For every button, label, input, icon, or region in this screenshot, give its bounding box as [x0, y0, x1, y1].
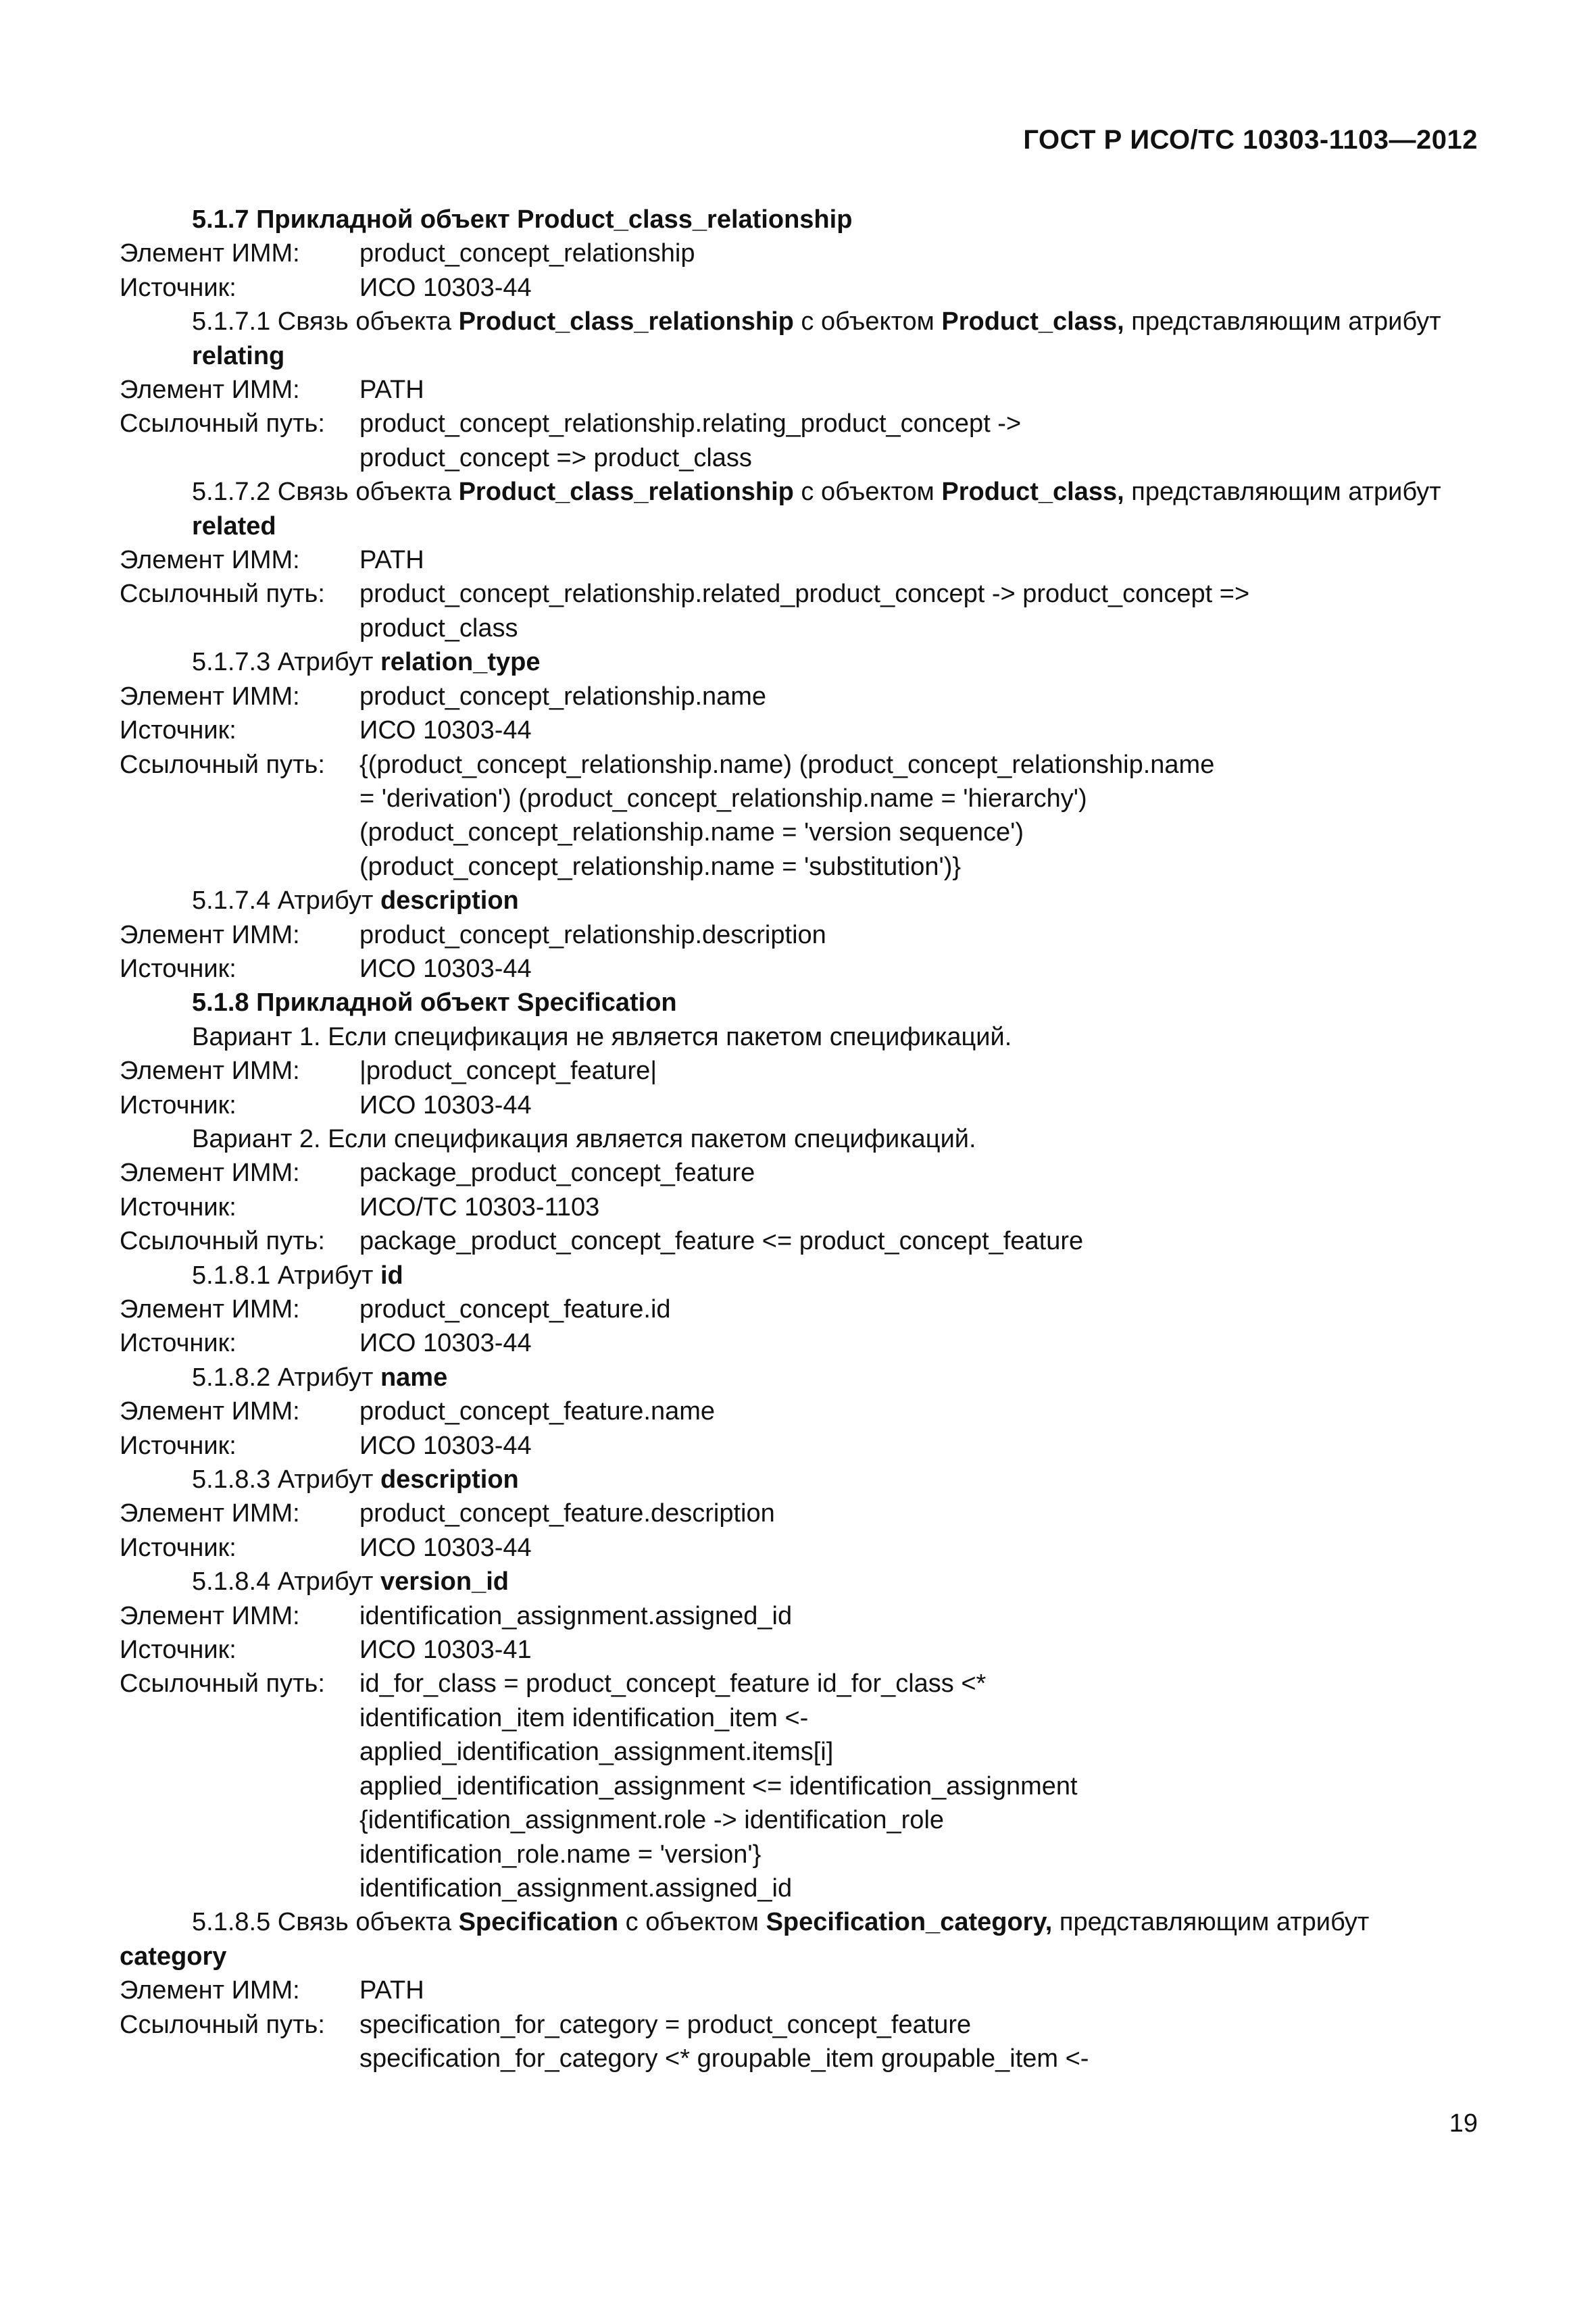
- field-label: Ссылочный путь:: [120, 409, 325, 438]
- field-label: Ссылочный путь:: [120, 580, 325, 609]
- subsection-5-1-8-5: 5.1.8.5 Связь объекта Specification с объектом Specification_category, представляющим атрибут: [192, 1908, 1370, 1937]
- field-source: [120, 1429, 1478, 1463]
- field-value: ИСО 10303-41: [359, 1636, 532, 1665]
- field-label: Источник:: [120, 716, 236, 745]
- field-source: [120, 1633, 1478, 1667]
- field-label: Элемент ИММ:: [120, 1159, 300, 1188]
- field-value: [359, 1667, 1478, 1905]
- field-value: ИСО 10303-44: [359, 1329, 532, 1358]
- path-line: applied_identification_assignment <= identification_assignment: [359, 1771, 1078, 1801]
- section-heading-5-1-7: 5.1.7 Прикладной объект Product_class_relationship: [192, 205, 853, 234]
- path-line: (product_concept_relationship.name = 'version sequence'): [359, 818, 1024, 847]
- path-line: identification_role.name = 'version'}: [359, 1840, 762, 1869]
- field-value: [359, 2008, 1478, 2076]
- field-label: Источник:: [120, 1533, 236, 1562]
- field-path: [120, 1224, 1478, 1258]
- field-value: [359, 407, 1478, 475]
- field-label: Источник:: [120, 1431, 236, 1460]
- field-imm: [120, 1394, 1478, 1428]
- field-value: ИСО 10303-44: [359, 716, 532, 745]
- field-imm: [120, 1599, 1478, 1633]
- field-path: [120, 577, 1478, 645]
- field-imm: [120, 543, 1478, 577]
- field-source: [120, 952, 1478, 986]
- field-path: [120, 748, 1478, 884]
- field-imm: [120, 1496, 1478, 1530]
- section-heading-5-1-8: 5.1.8 Прикладной объект Specification: [192, 988, 677, 1017]
- field-imm: [120, 918, 1478, 952]
- field-value: PATH: [359, 1976, 424, 2005]
- field-label: Ссылочный путь:: [120, 750, 325, 779]
- field-imm: [120, 236, 1478, 270]
- variant-1-text: Вариант 1. Если спецификация не является пакетом спецификаций.: [192, 1022, 1012, 1051]
- field-value: package_product_concept_feature: [359, 1159, 755, 1188]
- field-label: Элемент ИММ:: [120, 1499, 300, 1528]
- field-imm: [120, 680, 1478, 713]
- field-label: Элемент ИММ:: [120, 376, 300, 405]
- subsection-5-1-7-2: 5.1.7.2 Связь объекта Product_class_relationship с объектом Product_class, представляющим атрибут related: [192, 478, 1441, 540]
- field-value: product_concept_feature.description: [359, 1499, 775, 1528]
- field-label: Источник:: [120, 1090, 236, 1120]
- field-value: product_concept_relationship.description: [359, 920, 826, 949]
- path-line: identification_assignment.assigned_id: [359, 1873, 793, 1903]
- path-line: identification_item identification_item <-: [359, 1703, 809, 1732]
- path-line: {identification_assignment.role -> identification_role: [359, 1806, 945, 1835]
- subsection-5-1-7-1: 5.1.7.1 Связь объекта Product_class_relationship с объектом Product_class, представляющим атрибут relating: [192, 307, 1441, 370]
- field-imm: [120, 1054, 1478, 1088]
- field-label: Элемент ИММ:: [120, 1397, 300, 1426]
- path-line: product_class: [359, 613, 518, 643]
- field-source: [120, 1531, 1478, 1565]
- field-label: Элемент ИММ:: [120, 1295, 300, 1324]
- document-code-header: ГОСТ Р ИСО/ТС 10303-1103—2012: [1023, 125, 1478, 155]
- field-imm: [120, 1973, 1478, 2007]
- field-value: PATH: [359, 546, 424, 575]
- field-value: ИСО 10303-44: [359, 1090, 532, 1120]
- field-value: [359, 748, 1478, 884]
- document-body: [120, 203, 1478, 2076]
- field-path: [120, 2008, 1478, 2076]
- page-number: 19: [1449, 2109, 1478, 2138]
- subsection-5-1-7-3: 5.1.7.3 Атрибут relation_type: [192, 648, 541, 677]
- field-label: Элемент ИММ:: [120, 546, 300, 575]
- field-value: ИСО 10303-44: [359, 1533, 532, 1562]
- field-imm: [120, 1156, 1478, 1190]
- path-line: = 'derivation') (product_concept_relationship.name = 'hierarchy'): [359, 784, 1087, 813]
- path-line: (product_concept_relationship.name = 'substitution')}: [359, 852, 962, 881]
- field-label: Ссылочный путь:: [120, 1669, 325, 1699]
- variant-2-text: Вариант 2. Если спецификация является пакетом спецификаций.: [192, 1124, 976, 1153]
- subsection-5-1-7-4: 5.1.7.4 Атрибут description: [192, 886, 519, 915]
- field-label: Источник:: [120, 273, 236, 302]
- field-value: product_concept_relationship: [359, 239, 695, 268]
- path-line: product_concept => product_class: [359, 443, 752, 472]
- path-line: product_concept_relationship.relating_product_concept ->: [359, 409, 1022, 438]
- field-imm: [120, 373, 1478, 407]
- path-line: {(product_concept_relationship.name) (product_concept_relationship.name: [359, 750, 1215, 779]
- field-value: |product_concept_feature|: [359, 1057, 657, 1086]
- field-value: ИСО 10303-44: [359, 273, 532, 302]
- field-imm: [120, 1292, 1478, 1326]
- field-label: Элемент ИММ:: [120, 1057, 300, 1086]
- path-line: applied_identification_assignment.items[i]: [359, 1738, 834, 1767]
- subsection-5-1-8-5-continuation: category: [120, 1942, 227, 1971]
- field-value: identification_assignment.assigned_id: [359, 1601, 793, 1630]
- field-value: [359, 577, 1478, 645]
- field-label: Ссылочный путь:: [120, 1227, 325, 1256]
- field-label: Источник:: [120, 954, 236, 983]
- field-label: Источник:: [120, 1192, 236, 1222]
- field-label: Элемент ИММ:: [120, 682, 300, 711]
- path-line: specification_for_category <* groupable_item groupable_item <-: [359, 2044, 1089, 2073]
- field-value: ИСО/ТС 10303-1103: [359, 1192, 600, 1222]
- field-label: Элемент ИММ:: [120, 1601, 300, 1630]
- field-value: package_product_concept_feature <= product_concept_feature: [359, 1227, 1084, 1256]
- field-label: Источник:: [120, 1329, 236, 1358]
- field-value: PATH: [359, 376, 424, 405]
- field-label: Элемент ИММ:: [120, 920, 300, 949]
- path-line: id_for_class = product_concept_feature id_for_class <*: [359, 1669, 987, 1699]
- field-source: [120, 1326, 1478, 1360]
- field-value: product_concept_relationship.name: [359, 682, 767, 711]
- subsection-5-1-8-3: 5.1.8.3 Атрибут description: [192, 1465, 519, 1494]
- subsection-5-1-8-2: 5.1.8.2 Атрибут name: [192, 1363, 448, 1392]
- subsection-5-1-8-1: 5.1.8.1 Атрибут id: [192, 1261, 403, 1290]
- field-label: Источник:: [120, 1636, 236, 1665]
- field-source: [120, 1088, 1478, 1122]
- field-label: Ссылочный путь:: [120, 2010, 325, 2039]
- field-value: product_concept_feature.id: [359, 1295, 671, 1324]
- field-source: [120, 1190, 1478, 1224]
- field-value: ИСО 10303-44: [359, 1431, 532, 1460]
- field-value: product_concept_feature.name: [359, 1397, 716, 1426]
- path-line: product_concept_relationship.related_product_concept -> product_concept =>: [359, 580, 1250, 609]
- subsection-5-1-8-4: 5.1.8.4 Атрибут version_id: [192, 1567, 509, 1596]
- field-label: Элемент ИММ:: [120, 1976, 300, 2005]
- field-path: [120, 1667, 1478, 1905]
- field-source: [120, 271, 1478, 305]
- field-source: [120, 713, 1478, 747]
- field-label: Элемент ИММ:: [120, 239, 300, 268]
- field-value: ИСО 10303-44: [359, 954, 532, 983]
- path-line: specification_for_category = product_concept_feature: [359, 2010, 972, 2039]
- field-path: [120, 407, 1478, 475]
